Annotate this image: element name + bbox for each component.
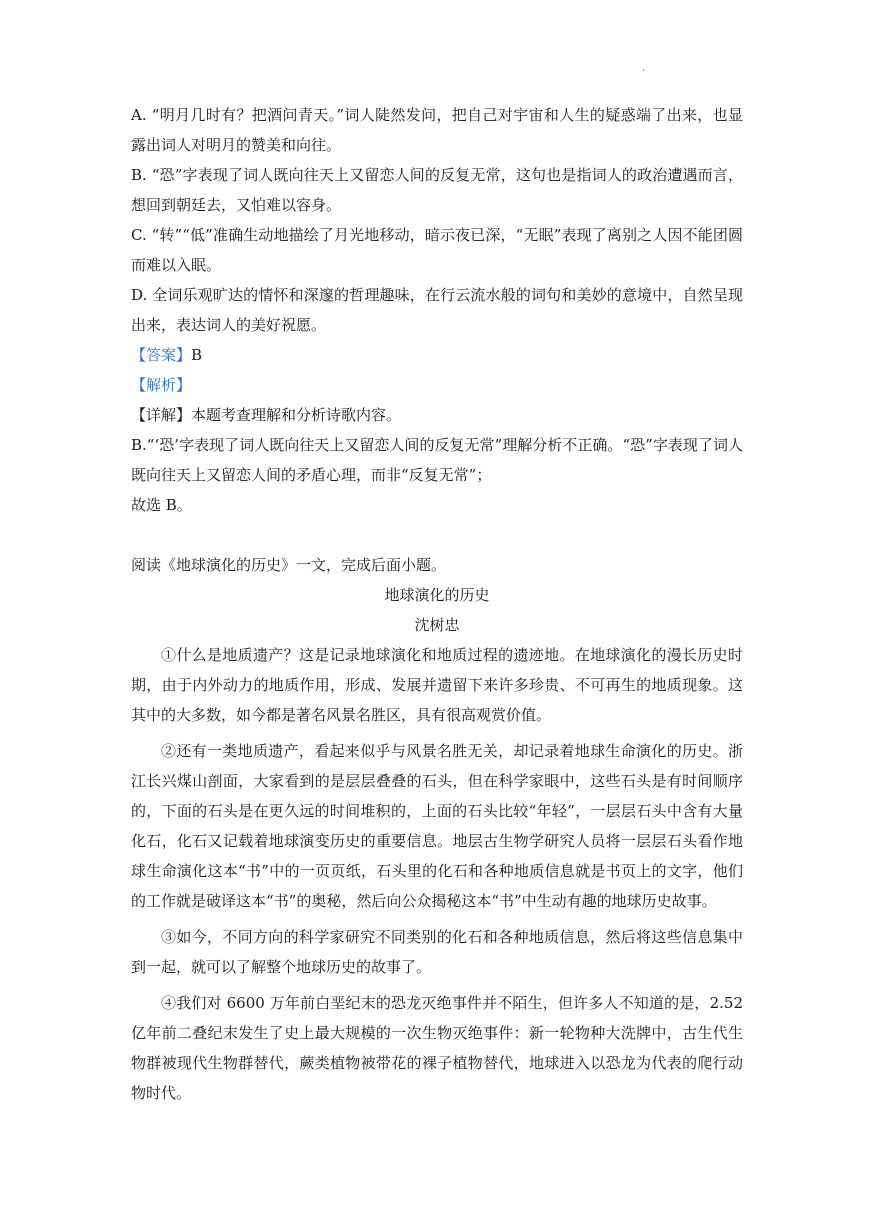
option-d-text: 全词乐观旷达的情怀和深邃的哲理趣味，在行云流水般的词句和美妙的意境中，自然呈现出来，表达词人的美好祝愿。 [131,286,743,334]
reading-intro: 阅读《地球演化的历史》一文，完成后面小题。 [131,556,447,574]
detail-tag: 【详解】 [131,406,192,424]
analysis-heading [131,370,743,400]
option-d [131,280,743,340]
answer-value: B [191,346,203,364]
section-gap [131,520,743,550]
page-marker-dot: · [642,66,646,77]
option-a-label: A. [131,106,147,124]
option-c-text: “转”“低”准确生动地描绘了月光地移动，暗示夜已深，“无眠”表现了离别之人因不能团圆而难以入眠。 [131,226,743,274]
option-d-label: D. [131,286,148,304]
analysis-conclusion: 故选 B。 [131,496,192,514]
option-c [131,220,743,280]
answer-tag: 【答案】 [131,346,192,364]
analysis-tag: 【解析】 [131,376,192,394]
detail-text: 本题考查理解和分析诗歌内容。 [191,406,402,424]
answer-line [131,340,743,370]
option-a-text: “明月几时有？把酒问青天。”词人陡然发问，把自己对宇宙和人生的疑惑端了出来，也显露出词人对明月的赞美和向往。 [131,106,743,154]
article-title: 地球演化的历史 [384,586,490,604]
document-content [131,100,743,1114]
article-author: 沈树忠 [414,616,460,634]
option-c-label: C. [131,226,147,244]
option-b [131,160,743,220]
option-b-text: “恐”字表现了词人既向往天上又留恋人间的反复无常，这句也是指词人的政治遭遇而言，想回到朝廷去，又怕难以容身。 [131,166,743,214]
option-b-label: B. [131,166,147,184]
option-a [131,100,743,160]
article-paragraph-4: ④我们对 6600 万年前白垩纪末的恐龙灭绝事件并不陌生，但许多人不知道的是，2.52 亿年前二叠纪末发生了史上最大规模的一次生物灭绝事件：新一轮物种大洗牌中，古生代生物群被现代生物群替代，蕨类植物被带花的裸子植物替代，地球进入以恐龙为代表的爬行动物时代。 [131,994,743,1102]
analysis-detail [131,400,743,430]
article-paragraph-2: ②还有一类地质遗产，看起来似乎与风景名胜无关，却记录着地球生命演化的历史。浙江长兴煤山剖面，大家看到的是层层叠叠的石头，但在科学家眼中，这些石头是有时间顺序的，下面的石头是在更久远的时间堆积的，上面的石头比较“年轻”，一层层石头中含有大量化石，化石又记载着地球演变历史的重要信息。地层古生物学研究人员将一层层石头看作地球生命演化这本“书”中的一页页纸，石头里的化石和各种地质信息就是书页上的文字，他们的工作就是破译这本“书”的奥秘，然后向公众揭秘这本“书”中生动有趣的地球历史故事。 [131,742,743,910]
article-paragraph-1: ①什么是地质遗产？这是记录地球演化和地质过程的遗迹地。在地球演化的漫长历史时期，由于内外动力的地质作用，形成、发展并遗留下来许多珍贵、不可再生的地质现象。这其中的大多数，如今都是著名风景名胜区，具有很高观赏价值。 [131,646,743,724]
article-paragraph-3: ③如今，不同方向的科学家研究不同类别的化石和各种地质信息，然后将这些信息集中到一起，就可以了解整个地球历史的故事了。 [131,928,743,976]
analysis-explanation: B.“‘恐’字表现了词人既向往天上又留恋人间的反复无常”理解分析不正确。“恐”字表现了词人既向往天上又留恋人间的矛盾心理，而非“反复无常”； [131,436,743,484]
